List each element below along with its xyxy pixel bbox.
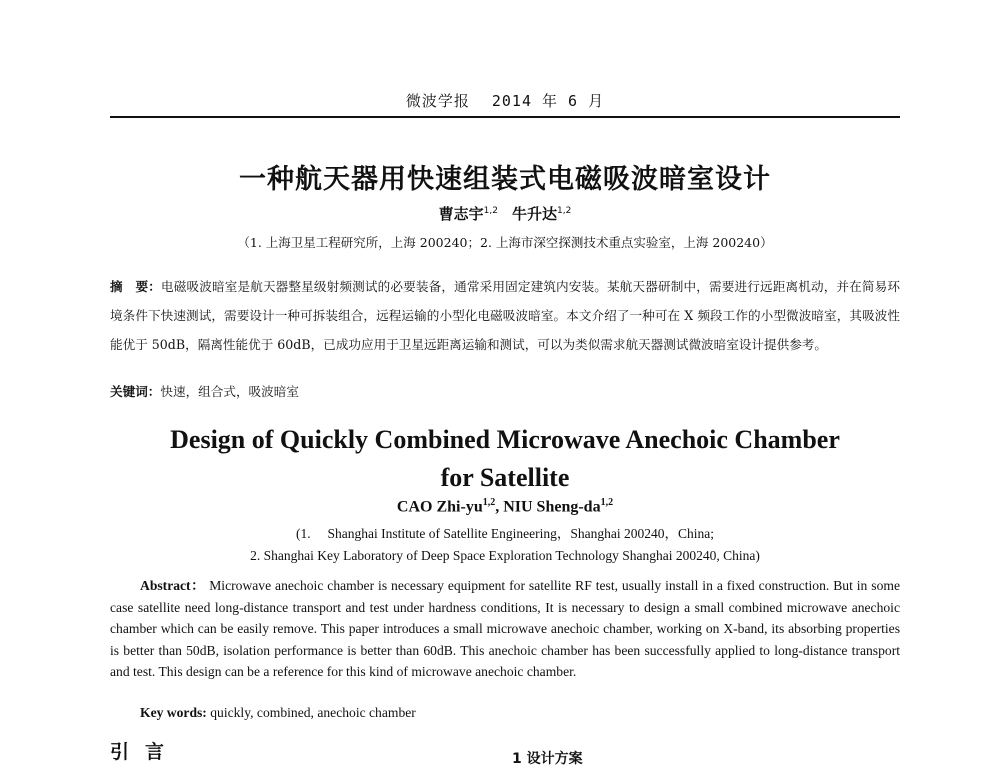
english-title-line: for Satellite bbox=[440, 463, 570, 492]
author-name: NIU Sheng-da bbox=[503, 498, 601, 516]
english-title bbox=[110, 421, 900, 497]
affiliation-line: (1. Shanghai Institute of Satellite Engineering，Shanghai 200240，China; bbox=[295, 526, 715, 541]
abstract-text: Microwave anechoic chamber is necessary equipment for satellite RF test, usually install in a fixed construction. But in some case satellite need long-distance transport and test under hardness conditions, It is necessary to design a small combined microwave anechoic chamber which can be easily remove. This paper introduces a small microwave anechoic chamber, working on X-band, its absorbing properties is better than 50dB, isolation performance is better than 60dB. This anechoic chamber has been successfully applied to long-distance transport and test. This design can be a reference for this kind of microwave anechoic chamber. bbox=[110, 578, 900, 679]
keywords-label: Key words: bbox=[140, 705, 207, 720]
author-affiliation-mark: 1,2 bbox=[557, 206, 572, 216]
english-authors: CAO Zhi-yu$^{1,2}$, NIU Sheng-da$^{1,2}$ bbox=[396, 497, 614, 516]
english-abstract bbox=[110, 575, 900, 683]
keywords-text: quickly, combined, anechoic chamber bbox=[210, 705, 416, 720]
issue-date: 2014 年 6 月 bbox=[491, 92, 605, 110]
keywords-text: 快速，组合式，吸波暗室 bbox=[160, 384, 299, 399]
keywords-label: 关键词： bbox=[110, 384, 161, 399]
abstract-label: 摘 要： bbox=[110, 279, 161, 294]
journal-name: 微波学报 bbox=[405, 92, 470, 110]
chinese-title: 一种航天器用快速组装式电磁吸波暗室设计 bbox=[239, 164, 771, 195]
chinese-affiliation: （1. 上海卫星工程研究所，上海 200240；2. 上海市深空探测技术重点实验室，上海 200240） bbox=[237, 235, 773, 250]
author-affiliation-mark: 1,2 bbox=[482, 497, 496, 508]
english-keywords bbox=[140, 705, 900, 721]
english-affiliation bbox=[110, 523, 900, 567]
running-header bbox=[110, 90, 900, 111]
chinese-keywords bbox=[110, 381, 900, 400]
chinese-authors bbox=[110, 203, 900, 224]
author-name: 曹志宇 bbox=[438, 205, 484, 223]
author-name: 牛升达 bbox=[512, 205, 558, 223]
author-affiliation-mark: 1,2 bbox=[483, 206, 498, 216]
affiliation-line: 2. Shanghai Key Laboratory of Deep Space Exploration Technology Shanghai 200240, China) bbox=[250, 548, 760, 563]
author-affiliation-mark: 1,2 bbox=[600, 497, 614, 508]
english-title-line: Design of Quickly Combined Microwave Anechoic Chamber bbox=[170, 425, 840, 454]
section-heading: 引言 bbox=[110, 741, 181, 763]
abstract-text: 电磁吸波暗室是航天器整星级射频测试的必要装备，通常采用固定建筑内安装。某航天器研制中，需要进行远距离机动，并在简易环境条件下快速测试，需要设计一种可拆装组合，远程运输的小型化电磁吸波暗室。本文介绍了一种可在 X 频段工作的小型微波暗室，其吸波性能优于 50dB，隔离性能优于 60dB，已成功应用于卫星远距离运输和测试，可以为类似需求航天器测试微波暗室设计提供参考。 bbox=[110, 279, 901, 352]
abstract-label: Abstract： bbox=[140, 578, 206, 593]
header-rule bbox=[110, 116, 900, 118]
chinese-abstract bbox=[110, 272, 900, 359]
partial-section-heading: 1 设计方案 bbox=[512, 751, 583, 767]
author-name: CAO Zhi-yu bbox=[396, 498, 483, 516]
